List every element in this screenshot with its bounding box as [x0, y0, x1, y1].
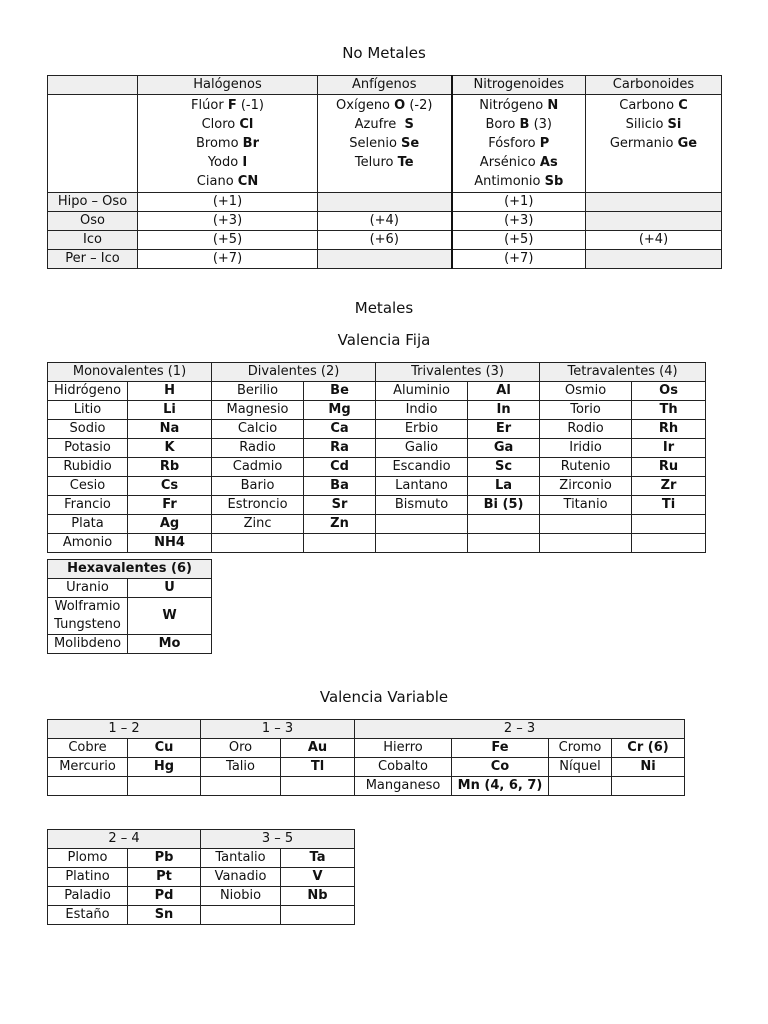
- element-name: Azufre: [354, 117, 405, 132]
- element-symbol: O: [394, 98, 406, 113]
- header-divalentes: Divalentes (2): [212, 363, 376, 382]
- valence-cell: (+7): [452, 250, 586, 269]
- element-name: Cobalto: [355, 758, 452, 777]
- element-symbol: Ga: [468, 439, 540, 458]
- element-symbol: Ag: [128, 515, 212, 534]
- element-symbol: Hg: [128, 758, 201, 777]
- element-symbol: As: [539, 155, 558, 170]
- element-name: Ciano: [196, 174, 238, 189]
- element-name: [48, 598, 128, 635]
- element-symbol: Ca: [304, 420, 376, 439]
- element-entry: [586, 96, 721, 115]
- valence-cell: (+3): [452, 212, 586, 231]
- element-symbol: Te: [397, 155, 414, 170]
- title-valencia-variable: Valencia Variable: [319, 688, 449, 706]
- row-label: Per – Ico: [48, 250, 138, 269]
- element-symbol: Ba: [304, 477, 376, 496]
- element-symbol: Co: [452, 758, 549, 777]
- element-name: Flúor: [191, 98, 228, 113]
- element-name: Cloro: [201, 117, 240, 132]
- element-name: Plata: [48, 515, 128, 534]
- element-symbol: Ir: [632, 439, 706, 458]
- element-name: Nitrógeno: [479, 98, 548, 113]
- element-entry: [318, 96, 451, 115]
- table-row: [48, 439, 706, 458]
- element-symbol: B: [519, 117, 530, 132]
- element-name: Oxígeno: [336, 98, 395, 113]
- halogenos-list: [138, 95, 318, 193]
- element-symbol: N: [547, 98, 559, 113]
- element-name: [201, 906, 281, 925]
- element-symbol: Al: [468, 382, 540, 401]
- header-1-2: 1 – 2: [48, 720, 201, 739]
- valence-cell: [586, 250, 722, 269]
- element-symbol: Th: [632, 401, 706, 420]
- valence-cell: (+1): [138, 193, 318, 212]
- element-name: [48, 777, 128, 796]
- element-name: Titanio: [540, 496, 632, 515]
- element-name: Fósforo: [488, 136, 540, 151]
- element-name: Osmio: [540, 382, 632, 401]
- element-name: Zinc: [212, 515, 304, 534]
- element-symbol: Rb: [128, 458, 212, 477]
- element-name: [212, 534, 304, 553]
- element-symbol: Ra: [304, 439, 376, 458]
- element-name: Indio: [376, 401, 468, 420]
- element-symbol: U: [128, 579, 212, 598]
- valence-cell: (+7): [138, 250, 318, 269]
- element-name: [201, 777, 281, 796]
- element-symbol: H: [128, 382, 212, 401]
- element-name: Estaño: [48, 906, 128, 925]
- element-name-line: Uranio: [66, 580, 109, 595]
- element-entry: [318, 134, 451, 153]
- table-row: [48, 598, 212, 635]
- element-name: [48, 579, 128, 598]
- element-symbol: Pt: [128, 868, 201, 887]
- table-row: [48, 477, 706, 496]
- element-name: Iridio: [540, 439, 632, 458]
- element-symbol: La: [468, 477, 540, 496]
- element-extra: (-1): [236, 98, 264, 113]
- element-symbol: Zr: [632, 477, 706, 496]
- element-entry: [453, 115, 586, 134]
- element-name: Cromo: [549, 739, 612, 758]
- element-name: Yodo: [207, 155, 243, 170]
- element-symbol: Cu: [128, 739, 201, 758]
- element-symbol: Nb: [281, 887, 355, 906]
- element-name: Escandio: [376, 458, 468, 477]
- valence-cell: (+3): [138, 212, 318, 231]
- element-entry: [453, 172, 586, 191]
- table-row: [48, 906, 355, 925]
- table-row: [48, 849, 355, 868]
- element-name: [376, 515, 468, 534]
- table-row: [48, 887, 355, 906]
- valence-cell: [318, 250, 452, 269]
- element-symbol: Pb: [128, 849, 201, 868]
- element-symbol: Si: [667, 117, 682, 132]
- element-name: Amonio: [48, 534, 128, 553]
- element-symbol: Ru: [632, 458, 706, 477]
- element-symbol: Ni: [612, 758, 685, 777]
- element-symbol: Ge: [677, 136, 698, 151]
- header-hexavalentes: Hexavalentes (6): [48, 560, 212, 579]
- table-row: [48, 579, 212, 598]
- valencia-variable-table-2: [47, 829, 355, 925]
- table-row: [48, 420, 706, 439]
- element-symbol: Ti: [632, 496, 706, 515]
- element-name: Talio: [201, 758, 281, 777]
- element-symbol: [612, 777, 685, 796]
- table-row: [48, 496, 706, 515]
- element-symbol: NH4: [128, 534, 212, 553]
- element-symbol: Cs: [128, 477, 212, 496]
- element-symbol: Fe: [452, 739, 549, 758]
- element-name: Arsénico: [479, 155, 540, 170]
- element-name: Torio: [540, 401, 632, 420]
- element-extra: (3): [529, 117, 552, 132]
- element-symbol: V: [281, 868, 355, 887]
- element-name: Erbio: [376, 420, 468, 439]
- element-symbol: Se: [401, 136, 420, 151]
- element-symbol: I: [242, 155, 248, 170]
- element-symbol: C: [678, 98, 688, 113]
- element-name-line: Wolframio: [54, 599, 121, 614]
- element-name: [376, 534, 468, 553]
- element-name: [549, 777, 612, 796]
- element-name: Silicio: [625, 117, 668, 132]
- header-nitrogenoides: Nitrogenoides: [452, 76, 586, 95]
- element-entry: [138, 153, 317, 172]
- element-name: Berilio: [212, 382, 304, 401]
- header-2-4: 2 – 4: [48, 830, 201, 849]
- element-symbol: Sn: [128, 906, 201, 925]
- header-anfigenos: Anfígenos: [318, 76, 452, 95]
- element-name: Sodio: [48, 420, 128, 439]
- element-entry: [453, 153, 586, 172]
- element-symbol: [281, 777, 355, 796]
- element-symbol: Cr (6): [612, 739, 685, 758]
- element-name: Hierro: [355, 739, 452, 758]
- element-name: [540, 515, 632, 534]
- valence-cell: (+1): [452, 193, 586, 212]
- element-symbol: [304, 534, 376, 553]
- table-row: [48, 401, 706, 420]
- element-name: Carbono: [619, 98, 679, 113]
- element-name-line: Molibdeno: [53, 636, 122, 651]
- element-entry: [138, 115, 317, 134]
- element-symbol: W: [128, 598, 212, 635]
- element-name: Francio: [48, 496, 128, 515]
- header-trivalentes: Trivalentes (3): [376, 363, 540, 382]
- table-row: [48, 635, 212, 654]
- nitrogenoides-list: [452, 95, 586, 193]
- element-symbol: [468, 534, 540, 553]
- element-name: Litio: [48, 401, 128, 420]
- element-symbol: Bi (5): [468, 496, 540, 515]
- table-row: [48, 758, 685, 777]
- element-symbol: [468, 515, 540, 534]
- element-name: [540, 534, 632, 553]
- table-row: [48, 458, 706, 477]
- element-symbol: F: [227, 98, 237, 113]
- element-symbol: Li: [128, 401, 212, 420]
- element-name: Cobre: [48, 739, 128, 758]
- group-label-empty: [48, 95, 138, 193]
- element-symbol: Tl: [281, 758, 355, 777]
- element-symbol: In: [468, 401, 540, 420]
- header-1-3: 1 – 3: [201, 720, 355, 739]
- element-name: Niobio: [201, 887, 281, 906]
- element-symbol: [632, 534, 706, 553]
- element-symbol: Mn (4, 6, 7): [452, 777, 549, 796]
- element-name: Bario: [212, 477, 304, 496]
- no-metales-table: [47, 75, 722, 269]
- header-3-5: 3 – 5: [201, 830, 355, 849]
- table-row: [48, 515, 706, 534]
- element-name: Potasio: [48, 439, 128, 458]
- table-row: [48, 212, 722, 231]
- valence-cell: (+4): [586, 231, 722, 250]
- table-row: [48, 231, 722, 250]
- table-row: [48, 250, 722, 269]
- element-symbol: CN: [237, 174, 259, 189]
- element-symbol: S: [404, 117, 414, 132]
- element-symbol: Na: [128, 420, 212, 439]
- element-name: Manganeso: [355, 777, 452, 796]
- element-name: Aluminio: [376, 382, 468, 401]
- carbonoides-list: [586, 95, 722, 193]
- title-no-metales: No Metales: [342, 44, 426, 62]
- element-entry: [138, 134, 317, 153]
- element-symbol: Pd: [128, 887, 201, 906]
- element-symbol: P: [539, 136, 550, 151]
- element-name: Lantano: [376, 477, 468, 496]
- valencia-fija-table: [47, 362, 706, 553]
- hexavalentes-table: [47, 559, 212, 654]
- element-symbol: K: [128, 439, 212, 458]
- header-empty: [48, 76, 138, 95]
- element-symbol: Sr: [304, 496, 376, 515]
- element-name: Tantalio: [201, 849, 281, 868]
- header-2-3: 2 – 3: [355, 720, 685, 739]
- element-symbol: Os: [632, 382, 706, 401]
- valence-cell: [586, 193, 722, 212]
- element-name: Mercurio: [48, 758, 128, 777]
- valence-cell: (+5): [138, 231, 318, 250]
- element-symbol: Br: [242, 136, 259, 151]
- element-name: Cesio: [48, 477, 128, 496]
- table-row: [48, 534, 706, 553]
- element-name: Calcio: [212, 420, 304, 439]
- valencia-variable-table: [47, 719, 685, 796]
- element-entry: [586, 115, 721, 134]
- row-label: Ico: [48, 231, 138, 250]
- valence-cell: [318, 193, 452, 212]
- element-entry: [318, 153, 451, 172]
- element-symbol: Be: [304, 382, 376, 401]
- element-entry: [453, 134, 586, 153]
- element-symbol: [128, 777, 201, 796]
- valence-cell: (+4): [318, 212, 452, 231]
- element-name: Paladio: [48, 887, 128, 906]
- element-symbol: Sb: [544, 174, 564, 189]
- element-symbol: Mg: [304, 401, 376, 420]
- element-symbol: Mo: [128, 635, 212, 654]
- element-name: Radio: [212, 439, 304, 458]
- element-name: Antimonio: [474, 174, 545, 189]
- element-name: Cadmio: [212, 458, 304, 477]
- element-name: Rubidio: [48, 458, 128, 477]
- valence-cell: [586, 212, 722, 231]
- element-name: Zirconio: [540, 477, 632, 496]
- element-name: Germanio: [609, 136, 678, 151]
- valence-cell: (+5): [452, 231, 586, 250]
- element-name: Bismuto: [376, 496, 468, 515]
- element-symbol: Cd: [304, 458, 376, 477]
- element-name: Magnesio: [212, 401, 304, 420]
- table-row: [48, 777, 685, 796]
- valence-cell: (+6): [318, 231, 452, 250]
- element-entry: [138, 172, 317, 191]
- element-symbol: Ta: [281, 849, 355, 868]
- anfigenos-list: [318, 95, 452, 193]
- row-label: Hipo – Oso: [48, 193, 138, 212]
- element-symbol: Sc: [468, 458, 540, 477]
- element-name: Níquel: [549, 758, 612, 777]
- element-symbol: [632, 515, 706, 534]
- element-name: Hidrógeno: [48, 382, 128, 401]
- element-name: Rodio: [540, 420, 632, 439]
- element-name: [48, 635, 128, 654]
- table-row: [48, 868, 355, 887]
- element-name: Bromo: [195, 136, 243, 151]
- element-entry: [586, 134, 721, 153]
- title-metales: Metales: [354, 299, 414, 317]
- element-entry: [138, 96, 317, 115]
- title-valencia-fija: Valencia Fija: [337, 331, 431, 349]
- element-name: Oro: [201, 739, 281, 758]
- element-name: Galio: [376, 439, 468, 458]
- element-name: Boro: [485, 117, 520, 132]
- element-name: Platino: [48, 868, 128, 887]
- element-symbol: Zn: [304, 515, 376, 534]
- table-row: [48, 739, 685, 758]
- row-label: Oso: [48, 212, 138, 231]
- element-name: Estroncio: [212, 496, 304, 515]
- header-tetravalentes: Tetravalentes (4): [540, 363, 706, 382]
- header-monovalentes: Monovalentes (1): [48, 363, 212, 382]
- element-name: Rutenio: [540, 458, 632, 477]
- element-name: Selenio: [349, 136, 402, 151]
- header-halogenos: Halógenos: [138, 76, 318, 95]
- element-name: Vanadio: [201, 868, 281, 887]
- element-symbol: Rh: [632, 420, 706, 439]
- element-symbol: Fr: [128, 496, 212, 515]
- element-entry: [318, 115, 451, 134]
- element-symbol: Er: [468, 420, 540, 439]
- element-name-alt: Tungsteno: [54, 617, 121, 632]
- element-symbol: Cl: [239, 117, 254, 132]
- element-symbol: [281, 906, 355, 925]
- table-row: [48, 382, 706, 401]
- table-row: [48, 193, 722, 212]
- element-entry: [453, 96, 586, 115]
- element-name: Teluro: [354, 155, 398, 170]
- element-symbol: Au: [281, 739, 355, 758]
- element-name: Plomo: [48, 849, 128, 868]
- element-extra: (-2): [405, 98, 433, 113]
- header-carbonoides: Carbonoides: [586, 76, 722, 95]
